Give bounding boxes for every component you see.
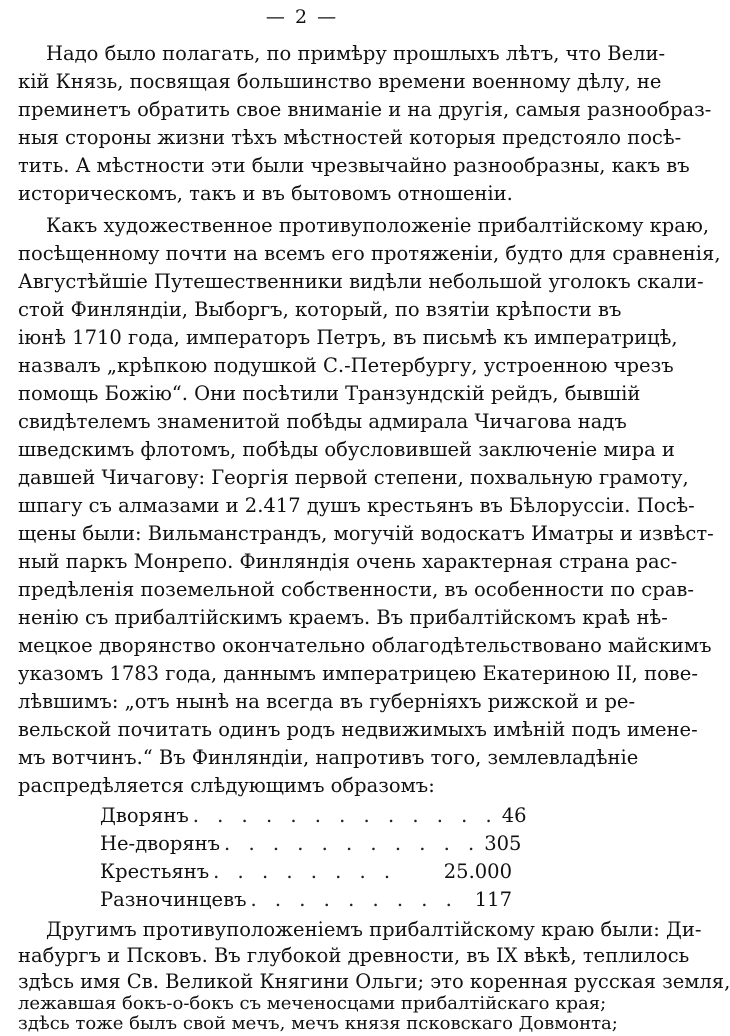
text-line: вельской почитать одинъ родъ недвижимыхъ имѣній подъ имене- xyxy=(18,718,698,741)
dot-leader: . . . . . . . . . xyxy=(250,888,458,911)
table-row xyxy=(100,802,527,830)
text-line: лежавшая бокъ-о-бокъ съ меченосцами прибалтійскаго края; xyxy=(18,993,607,1014)
text-line: шпагу съ алмазами и 2.417 душъ крестьянъ въ Бѣлоруссіи. Посѣ- xyxy=(18,494,695,517)
text-line: шведскимъ флотомъ, побѣды обусловившей заключеніе мира и xyxy=(18,438,675,461)
text-line: преминетъ обратить свое вниманіе и на другія, самыя разнообраз- xyxy=(18,98,712,121)
text-line: помощь Божію“. Они посѣтили Транзундскій рейдъ, бывшій xyxy=(18,382,641,405)
text-line: Какъ художественное противуположеніе прибалтійскому краю, xyxy=(46,214,710,237)
row-value: 25.000 xyxy=(443,860,512,883)
row-label: Разночинцевъ xyxy=(100,888,247,911)
page-number: — 2 — xyxy=(265,6,339,28)
dot-leader: . . . . . . . . . . . xyxy=(224,832,481,855)
text-line: ненію съ прибалтійскимъ краемъ. Въ прибалтійскомъ краѣ нѣ- xyxy=(18,606,668,629)
row-label: Не-дворянъ xyxy=(100,832,221,855)
text-line: стой Финляндіи, Выборгъ, который, по взятіи крѣпости въ xyxy=(18,298,622,321)
text-line: свидѣтелемъ знаменитой побѣды адмирала Чичагова надъ xyxy=(18,410,627,433)
text-line: распредѣляется слѣдующимъ образомъ: xyxy=(18,774,435,797)
text-line: Надо было полагать, по примѣру прошлыхъ лѣтъ, что Вели- xyxy=(46,42,666,65)
text-line: тить. А мѣстности эти были чрезвычайно разнообразны, какъ въ xyxy=(18,154,690,177)
dot-leader: . . . . . . . . xyxy=(213,860,397,883)
text-line: указомъ 1783 года, даннымъ императрицею Екатериною II, пове- xyxy=(18,662,698,685)
text-line: щены были: Вильманстрандъ, могучій водоскатъ Иматры и извѣст- xyxy=(18,522,714,545)
table-row xyxy=(100,830,522,858)
text-line: лѣвшимъ: „отъ нынѣ на всегда въ губерніяхъ рижской и ре- xyxy=(18,690,636,713)
text-line: Другимъ противуположеніемъ прибалтійскому краю были: Ди- xyxy=(46,918,702,941)
text-line: предѣленія поземельной собственности, въ особенности по срав- xyxy=(18,578,694,601)
row-label: Крестьянъ xyxy=(100,860,210,883)
row-value: 46 xyxy=(501,804,527,827)
table-row xyxy=(100,886,512,914)
text-line: здѣсь тоже былъ свой мечъ, мечъ князя псковскаго Довмонта; xyxy=(18,1013,618,1034)
row-value: 117 xyxy=(474,888,512,911)
text-line: мъ вотчинъ.“ Въ Финляндіи, напротивъ того, землевладѣніе xyxy=(18,746,639,769)
text-line: ныя стороны жизни тѣхъ мѣстностей которыя предстояло посѣ- xyxy=(18,126,682,149)
text-line: кій Князь, посвящая большинство времени военному дѣлу, не xyxy=(18,70,662,93)
row-label: Дворянъ xyxy=(100,804,189,827)
row-value: 305 xyxy=(484,832,522,855)
text-line: Августѣйшіе Путешественники видѣли небольшой уголокъ скали- xyxy=(18,270,704,293)
text-line: назвалъ „крѣпкою подушкой С.-Петербургу, устроенною чрезъ xyxy=(18,354,674,377)
dot-leader: . . . . . . . . . . . . . xyxy=(192,804,498,827)
text-line: набургъ и Псковъ. Въ глубокой древности, въ IX вѣкѣ, теплилось xyxy=(18,944,690,967)
text-line: мецкое дворянство окончательно облагодѣтельствовано майскимъ xyxy=(18,634,712,657)
text-line: іюнѣ 1710 года, императоръ Петръ, въ письмѣ къ императрицѣ, xyxy=(18,326,678,349)
text-line: давшей Чичагову: Георгія первой степени, похвальную грамоту, xyxy=(18,466,689,489)
text-line: историческомъ, такъ и въ бытовомъ отношеніи. xyxy=(18,182,513,205)
text-line: ный паркъ Монрепо. Финляндія очень характерная страна рас- xyxy=(18,550,678,573)
text-line: посѣщенному почти на всемъ его протяженіи, будто для сравненія, xyxy=(18,242,721,265)
table-row xyxy=(100,858,512,886)
text-line: здѣсь имя Св. Великой Княгини Ольги; это коренная русская земля, xyxy=(18,970,730,993)
